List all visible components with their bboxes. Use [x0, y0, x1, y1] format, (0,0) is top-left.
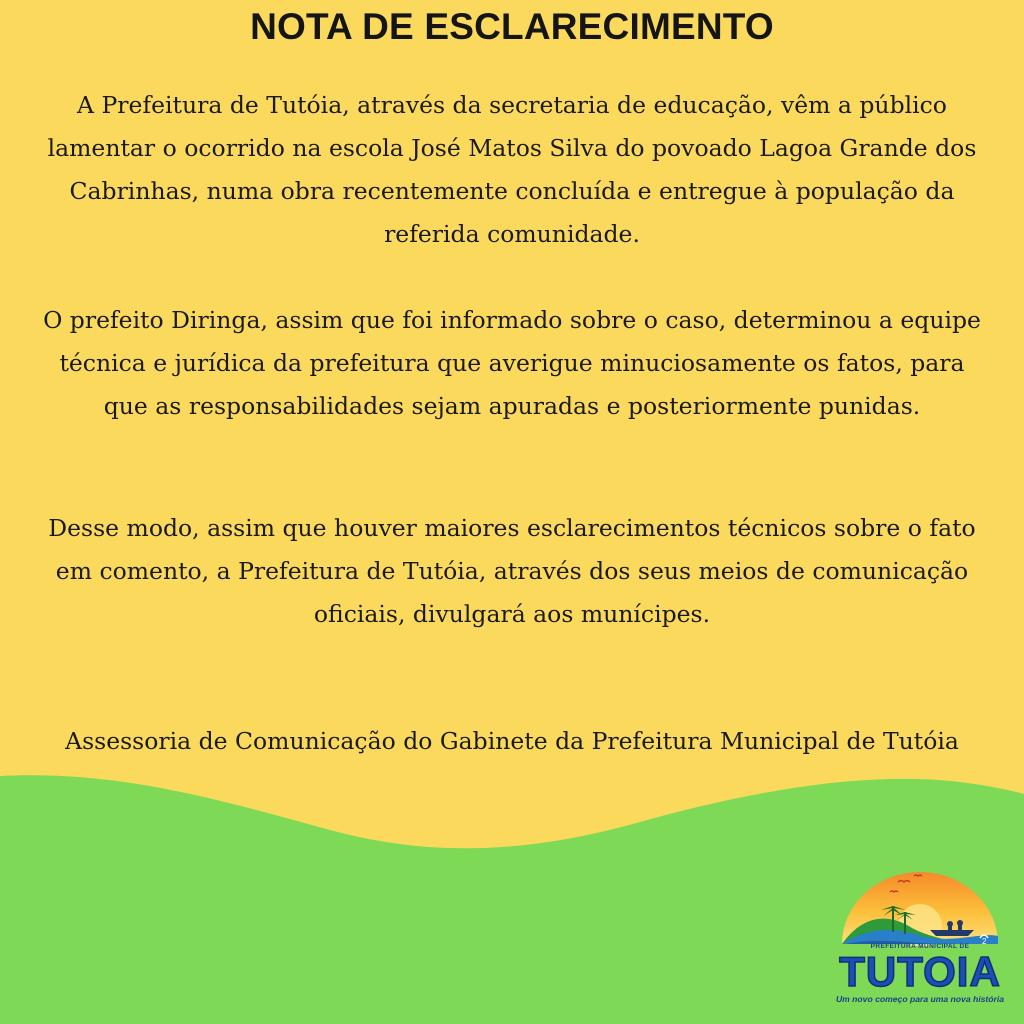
logo-emblem-icon: [832, 866, 1008, 946]
paragraph-2: O prefeito Diringa, assim que foi informado sobre o caso, determinou a equipe técnica e jurídica da prefeitura que averigue minuciosamente os fatos, para que as responsabilidades sejam apuradas e posteriormente punidas.: [43, 306, 981, 420]
logo-subtitle: PREFEITURA MUNICIPAL DE: [870, 943, 970, 950]
logo-name: TUTOIA: [839, 948, 1001, 995]
paragraph-1: A Prefeitura de Tutóia, através da secretaria de educação, vêm a público lamentar o ocorrido na escola José Matos Silva do povoado Lagoa Grande dos Cabrinhas, numa obra recentemente concluída e entregue à população da referida comunidade.: [47, 91, 977, 248]
paragraph-3: Desse modo, assim que houver maiores esclarecimentos técnicos sobre o fato em comento, a Prefeitura de Tutóia, através dos seus meios de comunicação oficiais, divulgará aos munícipes.: [48, 514, 976, 628]
page-title: NOTA DE ESCLARECIMENTO: [250, 6, 774, 47]
tutoia-logo: [832, 866, 1008, 1012]
logo-slogan: Um novo começo para uma nova história: [835, 994, 1005, 1004]
signature: Assessoria de Comunicação do Gabinete da Prefeitura Municipal de Tutóia: [65, 727, 959, 755]
svg-text:2: 2: [982, 937, 987, 946]
